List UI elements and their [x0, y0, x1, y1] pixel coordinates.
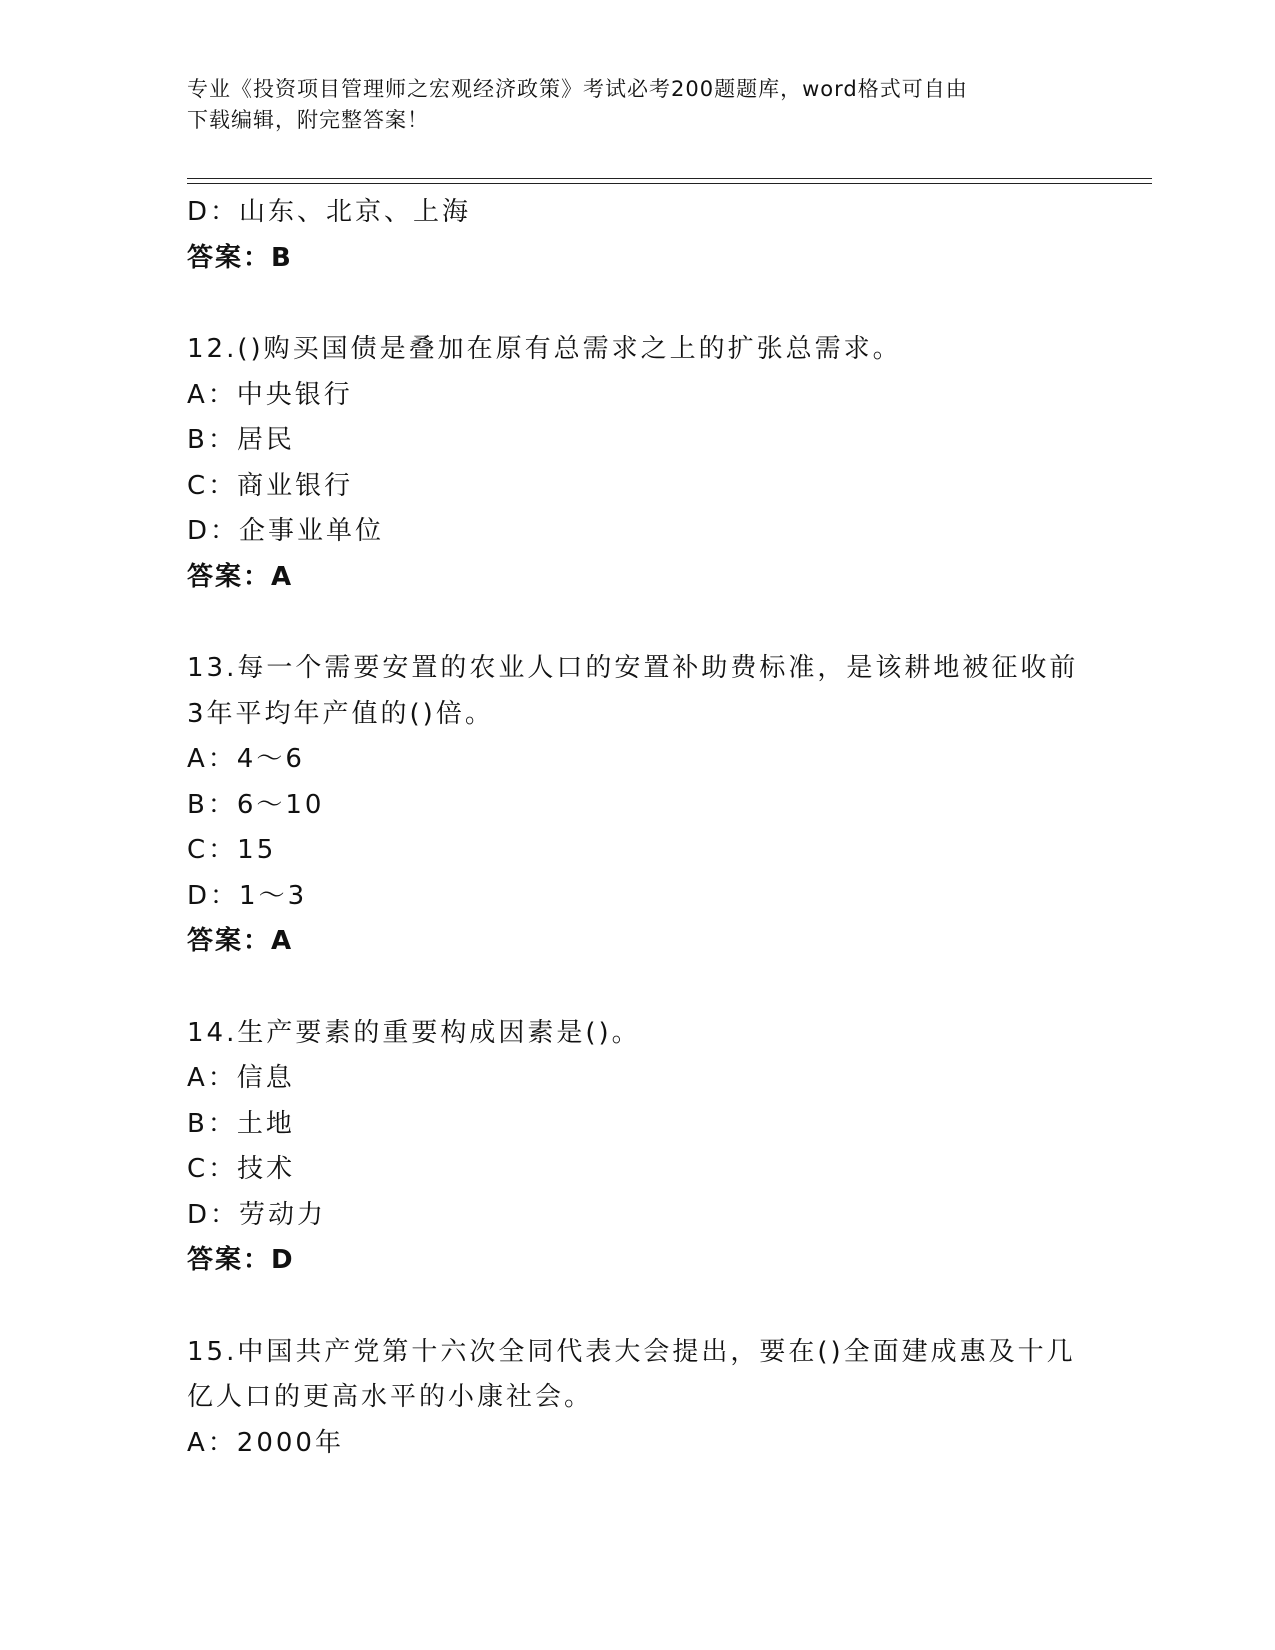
question-11-tail: [187, 190, 1087, 281]
option-d: D：山东、北京、上海: [187, 197, 472, 227]
option-c: C：15: [187, 835, 277, 865]
question-stem-line-2: 3年平均年产值的()倍。: [187, 698, 494, 729]
spacer: [187, 281, 1087, 327]
spacer: [187, 600, 1087, 646]
question-15: [187, 1330, 1087, 1467]
option-a: A：4～6: [187, 744, 305, 774]
document-header: [187, 74, 1087, 136]
header-line-2: 下载编辑，附完整答案！: [187, 108, 429, 132]
answer: 答案：A: [187, 926, 294, 956]
option-d: D：劳动力: [187, 1199, 327, 1230]
question-stem-line-1: 15.中国共产党第十六次全同代表大会提出，要在()全面建成惠及十几: [187, 1336, 1076, 1367]
answer: 答案：A: [187, 561, 294, 592]
spacer: [187, 965, 1087, 1011]
answer: 答案：D: [187, 1245, 295, 1275]
question-stem: 12.()购买国债是叠加在原有总需求之上的扩张总需求。: [187, 334, 902, 364]
option-a: A：2000年: [187, 1427, 344, 1458]
option-a: A：信息: [187, 1063, 295, 1093]
header-divider-bottom: [187, 183, 1152, 184]
option-c: C：商业银行: [187, 470, 354, 501]
question-list: [187, 190, 1087, 1466]
question-stem-line-2: 亿人口的更高水平的小康社会。: [187, 1382, 594, 1412]
option-b: B：土地: [187, 1108, 295, 1139]
question-13: [187, 646, 1087, 965]
header-line-1: 专业《投资项目管理师之宏观经济政策》考试必考200题题库，word格式可自由: [187, 77, 968, 101]
option-c: C：技术: [187, 1154, 296, 1184]
question-12: [187, 327, 1087, 600]
option-a: A：中央银行: [187, 379, 353, 410]
question-14: [187, 1011, 1087, 1284]
answer: 答案：B: [187, 242, 293, 273]
question-stem-line-1: 13.每一个需要安置的农业人口的安置补助费标准，是该耕地被征收前: [187, 653, 1079, 683]
option-b: B：居民: [187, 425, 295, 455]
option-b: B：6～10: [187, 789, 325, 820]
question-stem: 14.生产要素的重要构成因素是()。: [187, 1017, 641, 1048]
spacer: [187, 1284, 1087, 1330]
header-divider-top: [187, 178, 1152, 179]
option-d: D：企事业单位: [187, 516, 385, 546]
option-d: D：1～3: [187, 880, 308, 911]
